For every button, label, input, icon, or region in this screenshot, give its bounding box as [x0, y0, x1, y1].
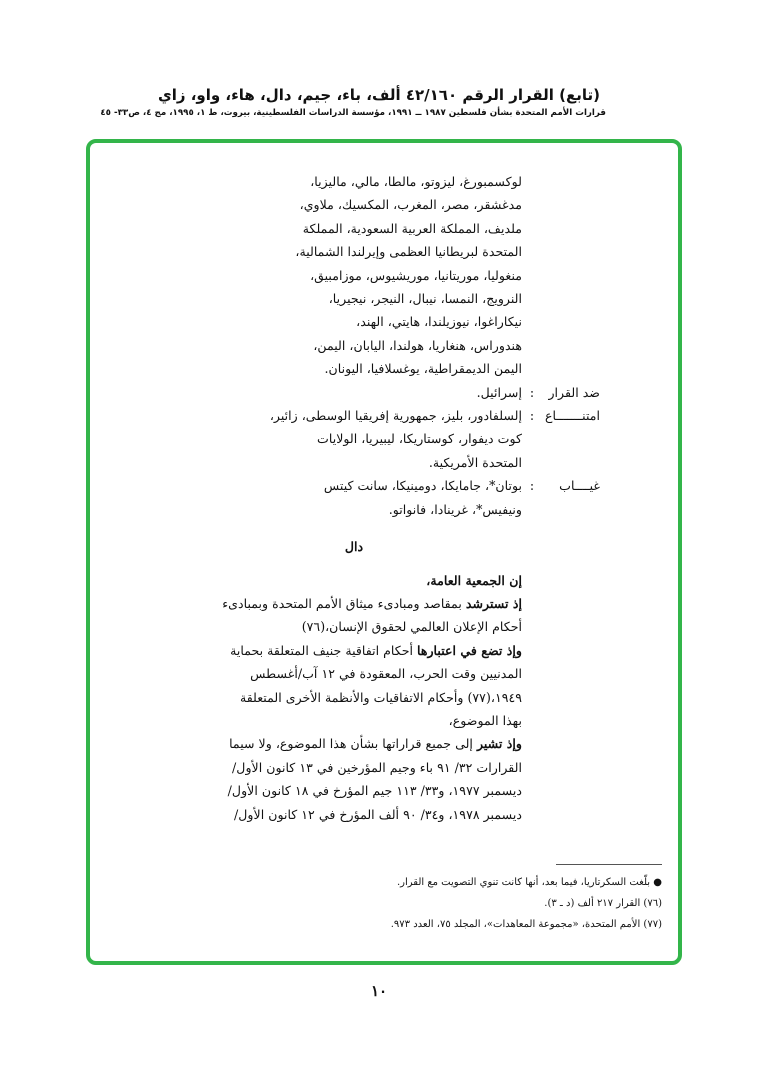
section-heading: دال: [344, 539, 364, 555]
paragraph-line: ديسمبر ١٩٧٧، و٣٣/ ١١٣ جيم المؤرخ في ١٨ كانون الأول/: [227, 783, 522, 799]
abstaining-line: كوت ديفوار، كوستاريكا، ليبيريا، الولايات: [317, 431, 522, 447]
footnote: (٧٧) الأمم المتحدة، «مجموعة المعاهدات»، المجلد ٧٥، العدد ٩٧٣.: [390, 919, 662, 930]
paragraph-line: المدنيين وقت الحرب، المعقودة في ١٢ آب/أغسطس: [250, 666, 522, 682]
abstaining-line: إلسلفادور، بليز، جمهورية إفريقيا الوسطى، زائير،: [269, 408, 522, 424]
footnote: ● بلّغت السكرتاريا، فيما بعد، أنها كانت تنوي التصويت مع القرار.: [396, 877, 662, 888]
vote-line: المتحدة لبريطانيا العظمى وإيرلندا الشمالية،: [295, 244, 522, 260]
vote-line: ملديف، المملكة العربية السعودية، المملكة: [302, 220, 522, 236]
preamble-paragraph: [186, 732, 522, 826]
absent-line: ونيفيس*، غرينادا، فانواتو.: [388, 501, 522, 517]
paragraph-lead: وإذ تضع في اعتبارها: [417, 642, 522, 658]
vote-line: منغوليا، موريتانيا، موريشيوس، موزامبيق،: [310, 267, 522, 283]
resolution-opening: إن الجمعية العامة،: [426, 572, 522, 588]
vote-line: مدغشقر، مصر، المغرب، المكسيك، ملاوي،: [299, 197, 522, 213]
paragraph-line: بهذا الموضوع،: [448, 712, 522, 728]
votes-abstaining: [186, 404, 600, 474]
paragraph-line: ١٩٤٩،(٧٧) وأحكام الاتفاقيات والأنظمة الأخرى المتعلقة: [239, 689, 522, 705]
paragraph-line: أحكام الإعلان العالمي لحقوق الإنسان،(٧٦): [301, 619, 522, 635]
against-colon: :: [529, 384, 535, 400]
header-title: (تابع) القرار الرقم ٤٢/١٦٠ ألف، باء، جيم، دال، هاء، واو، زاي: [157, 86, 601, 104]
page-number: ١٠: [370, 982, 388, 1000]
paragraph-lead: إذ تسترشد: [465, 595, 522, 611]
abstaining-colon: :: [529, 408, 535, 424]
abstaining-label: امتنـــــــاع: [544, 408, 600, 424]
paragraph-lead: وإذ تشير: [476, 736, 522, 752]
header-source: قرارات الأمم المتحدة بشأن فلسطين ١٩٨٧ ــ ١٩٩١، مؤسسة الدراسات الفلسطينية، بيروت، ط ١، ١٩٩٥، مج ٤، ص٣٣- ٤٥: [100, 108, 606, 118]
vote-line: النرويج، النمسا، نيبال، النيجر، نيجيريا،: [328, 291, 522, 307]
absent-line: بوتان*، جامايكا، دومينيكا، سانت كيتس: [323, 478, 522, 494]
preamble-paragraph: [186, 639, 522, 733]
against-label: ضد القرار: [548, 384, 600, 400]
absent-label: غيــــاب: [559, 478, 600, 494]
vote-line: هندوراس، هنغاريا، هولندا، اليابان، اليمن،: [313, 337, 522, 353]
paragraph-line: بمقاصد ومبادىء ميثاق الأمم المتحدة وبمبادىء: [222, 595, 462, 611]
paragraph-line: القرارات ٣٢/ ٩١ باء وجيم المؤرخين في ١٣ كانون الأول/: [232, 759, 522, 775]
votes-against: [186, 381, 600, 404]
footnotes: [296, 872, 662, 935]
vote-line: اليمن الديمقراطية، يوغسلافيا، اليونان.: [324, 361, 522, 377]
footnote-divider: [556, 864, 662, 865]
vote-line: نيكاراغوا، نيوزيلندا، هايتي، الهند،: [356, 314, 522, 330]
absent-colon: :: [529, 478, 535, 494]
preamble-paragraph: [186, 592, 522, 639]
votes-in-favour: [186, 170, 522, 381]
votes-absent: [186, 474, 600, 521]
paragraph-line: أحكام اتفاقية جنيف المتعلقة بحماية: [230, 642, 413, 658]
vote-line: لوكسمبورغ، ليزوتو، مالطا، مالي، ماليزيا،: [310, 174, 522, 189]
footnote: (٧٦) القرار ٢١٧ ألف (د ـ ٣).: [544, 898, 662, 909]
paragraph-line: ديسمبر ١٩٧٨، و٣٤/ ٩٠ ألف المؤرخ في ١٢ كانون الأول/: [234, 806, 522, 822]
main-content: [186, 170, 600, 826]
paragraph-line: إلى جميع قراراتها بشأن هذا الموضوع، ولا سيما: [229, 736, 473, 752]
against-text: إسرائيل.: [476, 384, 522, 400]
abstaining-line: المتحدة الأمريكية.: [428, 454, 522, 470]
